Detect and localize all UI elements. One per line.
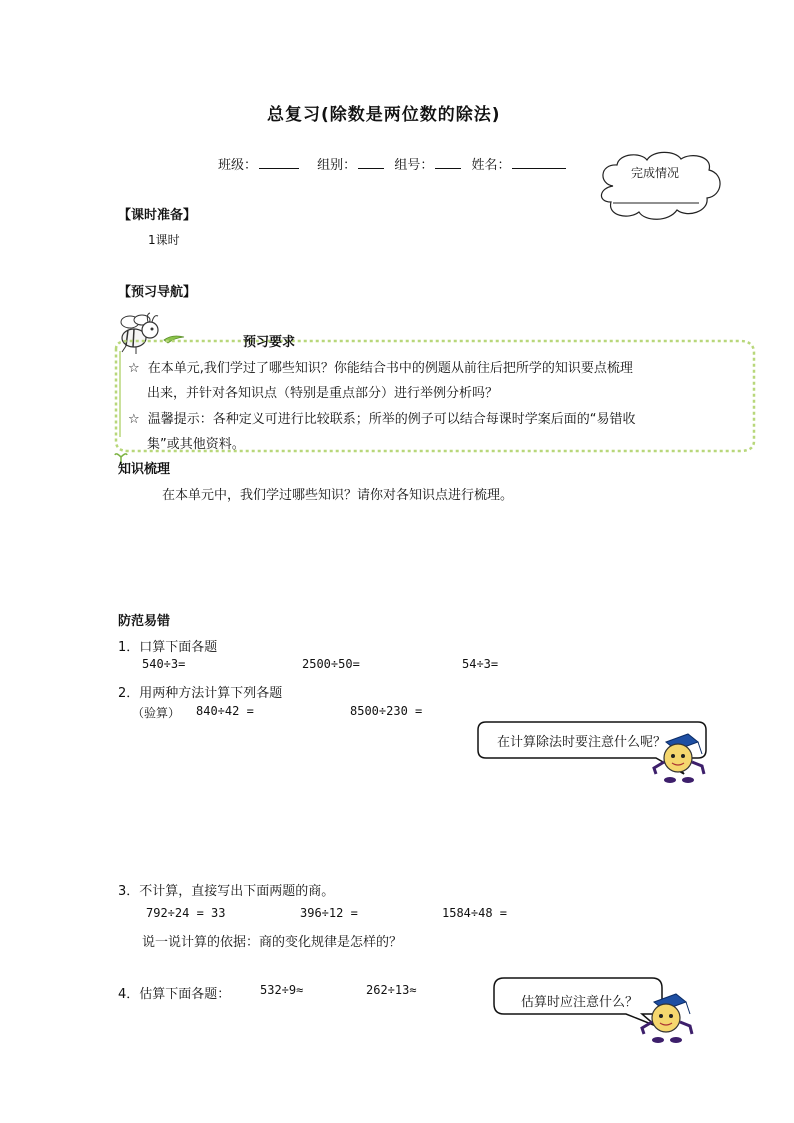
number-label: 组号：: [394, 158, 434, 173]
q3-followup: 说一说计算的依据：商的变化规律是怎样的？: [142, 935, 403, 950]
completion-label: 完成情况: [631, 166, 680, 180]
star-icon: ☆: [128, 412, 140, 427]
group-label: 组别：: [317, 158, 357, 173]
q1-item-3: 54÷3=: [462, 657, 499, 671]
q4-item-1: 532÷9≈: [260, 983, 304, 997]
q4-label: 4．估算下面各题：: [118, 987, 231, 1002]
group-blank[interactable]: [358, 154, 384, 169]
q2-item-1: 840÷42 =: [196, 704, 254, 718]
class-label: 班级：: [218, 158, 258, 173]
q3-item-1: 792÷24 = 33: [146, 906, 226, 920]
prep-heading: 【课时准备】: [118, 208, 197, 223]
name-blank[interactable]: [512, 154, 566, 169]
requirement-item-1-cont: 出来，并针对各知识点（特别是重点部分）进行举例分析吗？: [147, 386, 499, 401]
q1-item-2: 2500÷50=: [302, 657, 360, 671]
requirement-item-2-text: 温馨提示：各种定义可进行比较联系；所举的例子可以结合每课时学案后面的“易错收: [147, 412, 636, 427]
requirement-item-1-text: 在本单元,我们学过了哪些知识？你能结合书中的例题从前往后把所学的知识要点梳理: [147, 361, 633, 376]
bubble-1-text: 在计算除法时要注意什么呢？: [497, 735, 667, 750]
class-blank[interactable]: [259, 154, 299, 169]
header-fields: [218, 154, 572, 173]
prep-content: 1课时: [148, 233, 180, 247]
name-label: 姓名：: [471, 158, 511, 173]
q2-item-2: 8500÷230 =: [350, 704, 423, 718]
completion-cloud: [595, 150, 725, 222]
q4-item-2: 262÷13≈: [366, 983, 417, 997]
q1-item-1: 540÷3=: [142, 657, 186, 671]
bubble-2-text: 估算时应注意什么？: [521, 995, 639, 1010]
number-blank[interactable]: [435, 154, 461, 169]
star-icon: ☆: [128, 361, 140, 376]
knowledge-text: 在本单元中，我们学过哪些知识？请你对各知识点进行梳理。: [162, 488, 514, 503]
q1-label: 1．口算下面各题: [118, 640, 218, 655]
cartoon-character-icon: [636, 988, 696, 1048]
requirement-item-1: [128, 357, 633, 376]
q3-item-3: 1584÷48 =: [442, 906, 508, 920]
requirement-item-2: [128, 408, 636, 427]
knowledge-heading: 知识梳理: [118, 462, 171, 477]
requirements-title: 预习要求: [243, 335, 296, 350]
errors-heading: 防范易错: [118, 614, 171, 629]
q3-item-2: 396÷12 =: [300, 906, 358, 920]
q2-label: 2．用两种方法计算下列各题: [118, 686, 283, 701]
guide-heading: 【预习导航】: [118, 285, 197, 300]
requirement-item-2-cont: 集”或其他资料。: [147, 437, 245, 452]
cartoon-character-icon: [648, 728, 708, 788]
q3-label: 3．不计算，直接写出下面两题的商。: [118, 884, 335, 899]
page-title: 总复习(除数是两位数的除法): [267, 105, 501, 125]
q2-prefix: （验算）: [132, 706, 181, 720]
